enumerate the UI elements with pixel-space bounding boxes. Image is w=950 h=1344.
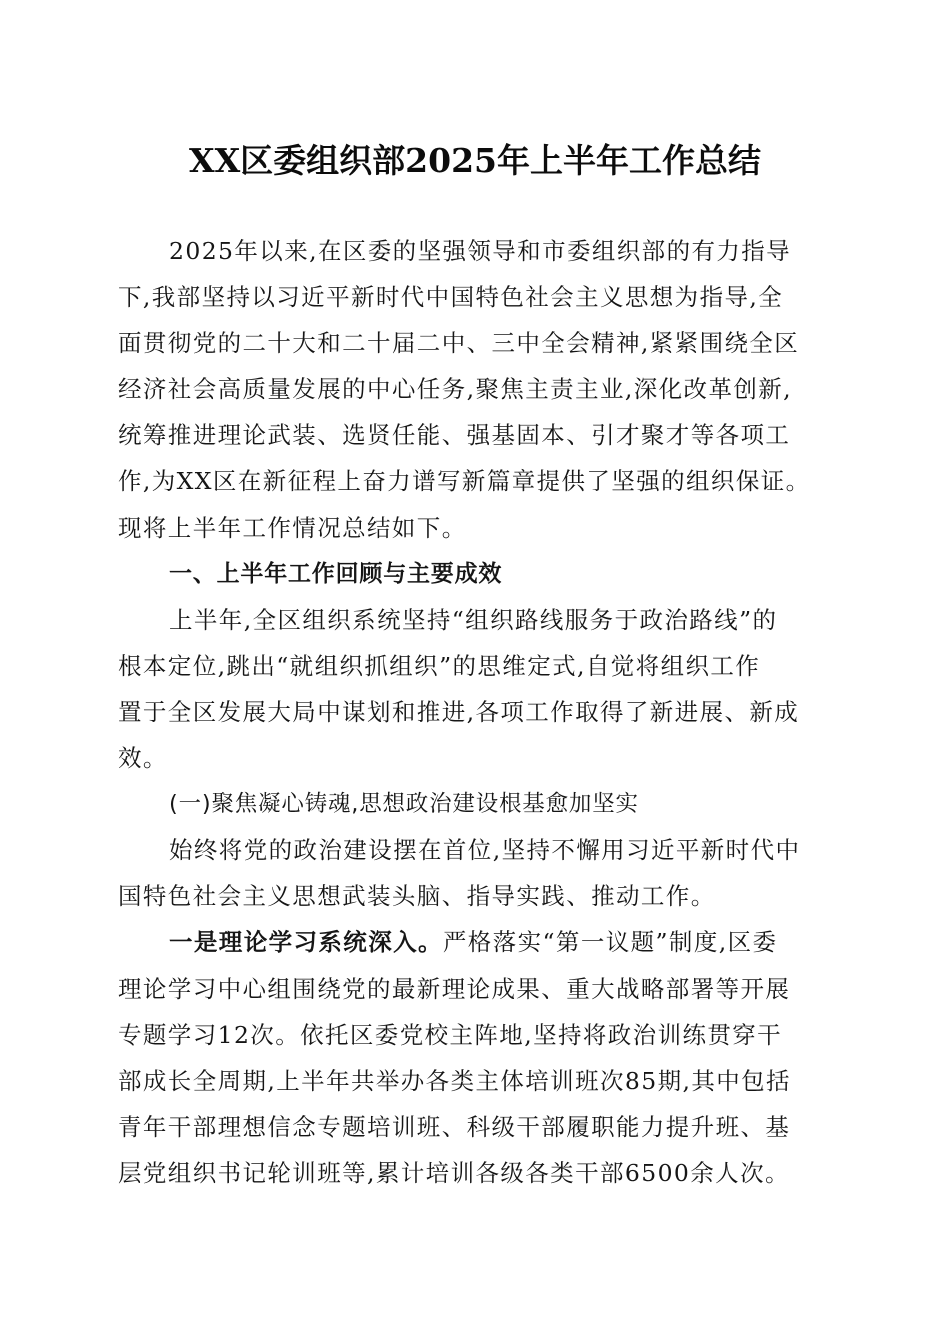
paragraph-line: 经济社会高质量发展的中心任务,聚焦主责主业,深化改革创新, — [118, 375, 793, 404]
paragraph-line: 根本定位,跳出“就组织抓组织”的思维定式,自觉将组织工作 — [118, 651, 761, 680]
item-text: 严格落实“第一议题”制度,区委 — [442, 928, 778, 957]
document-title: XX区委组织部2025年上半年工作总结 — [188, 141, 762, 180]
paragraph-line: 下,我部坚持以习近平新时代中国特色社会主义思想为指导,全 — [118, 283, 784, 312]
paragraph-line: 作,为XX区在新征程上奋力谱写新篇章提供了坚强的组织保证。 — [118, 467, 811, 496]
paragraph-line: 上半年,全区组织系统坚持“组织路线服务于政治路线”的 — [169, 605, 778, 634]
paragraph-line: 现将上半年工作情况总结如下。 — [118, 513, 467, 542]
paragraph-line: 面贯彻党的二十大和二十届二中、三中全会精神,紧紧围绕全区 — [118, 329, 800, 358]
paragraph-line: 统筹推进理论武装、选贤任能、强基固本、引才聚才等各项工 — [118, 421, 791, 450]
document-body — [118, 228, 840, 1196]
paragraph-line — [118, 919, 840, 965]
paragraph-line: 始终将党的政治建设摆在首位,坚持不懈用习近平新时代中 — [169, 836, 801, 865]
section-heading: 一、上半年工作回顾与主要成效 — [169, 560, 503, 587]
paragraph-line: 部成长全周期,上半年共举办各类主体培训班次85期,其中包括 — [118, 1066, 791, 1095]
paragraph-line: 国特色社会主义思想武装头脑、指导实践、推动工作。 — [118, 882, 716, 911]
paragraph-line: 理论学习中心组围绕党的最新理论成果、重大战略部署等开展 — [118, 974, 791, 1003]
subsection-heading: (一)聚焦凝心铸魂,思想政治建设根基愈加坚实 — [169, 791, 639, 818]
item-lead: 一是理论学习系统深入。 — [169, 928, 443, 957]
paragraph-line: 2025年以来,在区委的坚强领导和市委组织部的有力指导 — [169, 237, 792, 265]
paragraph-line: 置于全区发展大局中谋划和推进,各项工作取得了新进展、新成 — [118, 697, 800, 726]
paragraph-line: 青年干部理想信念专题培训班、科级干部履职能力提升班、基 — [118, 1112, 791, 1141]
paragraph-line: 专题学习12次。依托区委党校主阵地,坚持将政治训练贯穿干 — [118, 1020, 783, 1049]
paragraph-line: 层党组织书记轮训班等,累计培训各级各类干部6500余人次。 — [118, 1158, 790, 1187]
paragraph-line: 效。 — [118, 744, 168, 773]
